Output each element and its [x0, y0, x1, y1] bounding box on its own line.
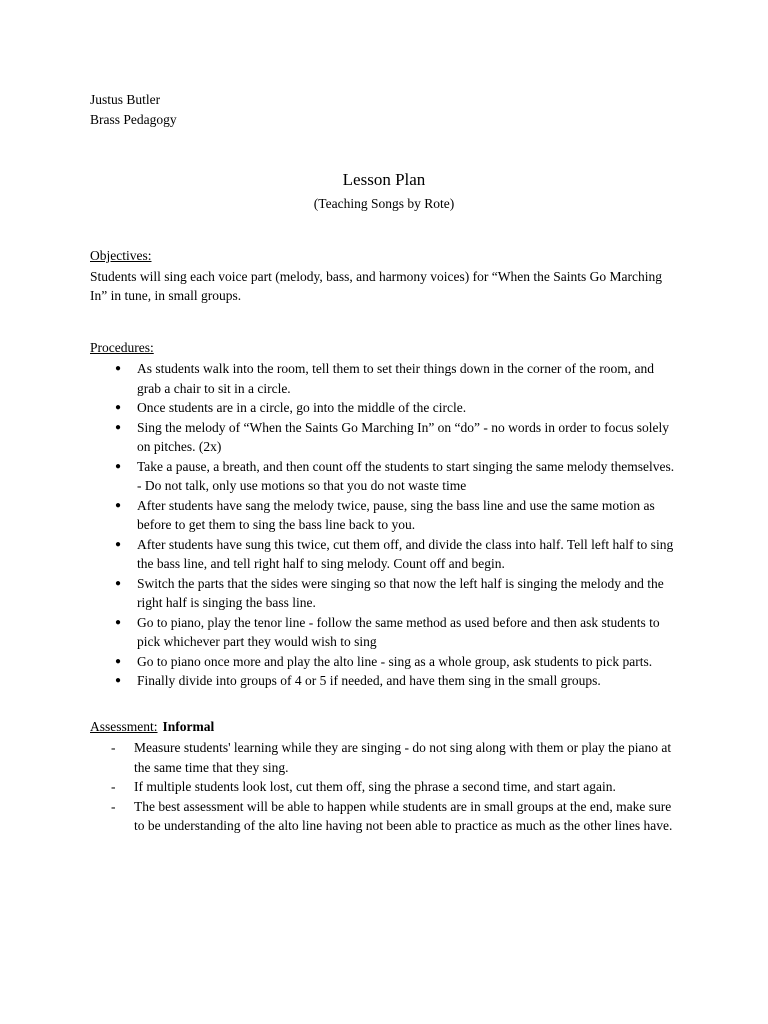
- procedure-text: Sing the melody of “When the Saints Go Marching In” on “do” - no words in order to focus solely on pitches. (2x): [137, 419, 670, 454]
- procedure-text: Finally divide into groups of 4 or 5 if needed, and have them sing in the small groups.: [137, 673, 601, 688]
- assessment-list: [90, 738, 678, 836]
- procedure-text: After students have sang the melody twice, pause, sing the bass line and use the same motion as before to get them to sing the bass line back to you.: [137, 497, 655, 532]
- bullet-icon: ●: [115, 421, 122, 433]
- assessment-item: [90, 797, 678, 836]
- document-subtitle: (Teaching Songs by Rote): [313, 196, 455, 211]
- procedure-item: [90, 359, 678, 398]
- objectives-body: Students will sing each voice part (melody, bass, and harmony voices) for “When the Saints Go Marching In” in tune, in small groups.: [90, 268, 662, 303]
- bullet-icon: ●: [115, 675, 122, 686]
- procedure-text: Go to piano, play the tenor line - follow the same method as used before and then ask students to pick whichever part they would wish to sing: [137, 614, 660, 649]
- procedure-text: Once students are in a circle, go into the middle of the circle.: [137, 400, 467, 415]
- procedure-item: [90, 496, 678, 535]
- procedure-item: [90, 457, 678, 496]
- dash-icon: -: [111, 779, 116, 794]
- procedure-item: [90, 535, 678, 574]
- procedures-heading: Procedures:: [90, 339, 154, 355]
- procedures-list: [90, 359, 678, 691]
- bullet-icon: ●: [115, 616, 122, 628]
- procedure-item: [90, 574, 678, 613]
- assessment-text: Measure students' learning while they are singing - do not sing along with them or play the piano at the same time that they sing.: [134, 740, 672, 775]
- bullet-icon: ●: [115, 460, 122, 472]
- procedure-item: [90, 398, 678, 418]
- assessment-heading: Assessment:: [90, 718, 158, 734]
- assessment-text: The best assessment will be able to happen while students are in small groups at the end, make sure to be understanding of the alto line having not been able to practice as much as the other lines have.: [134, 798, 673, 833]
- procedure-text: Go to piano once more and play the alto line - sing as a whole group, ask students to pick parts.: [137, 653, 653, 669]
- procedure-text: After students have sung this twice, cut them off, and divide the class into half. Tell left half to sing the bass line, and tell right half to sing melody. Count off and begin.: [137, 536, 674, 571]
- document-title: Lesson Plan: [342, 170, 426, 189]
- procedure-item: [90, 671, 678, 691]
- dash-icon: -: [111, 798, 116, 814]
- course-name: Brass Pedagogy: [90, 111, 177, 127]
- bullet-icon: ●: [115, 402, 122, 413]
- procedure-text: As students walk into the room, tell them to set their things down in the corner of the room, and grab a chair to sit in a circle.: [137, 361, 655, 396]
- procedure-text: Switch the parts that the sides were singing so that now the left half is singing the melody and the right half is singing the bass line.: [137, 575, 664, 610]
- objectives-section: [90, 246, 678, 306]
- document-header: [90, 90, 678, 129]
- procedure-item: [90, 418, 678, 457]
- bullet-icon: ●: [115, 655, 122, 667]
- assessment-text: If multiple students look lost, cut them off, sing the phrase a second time, and start again.: [134, 779, 616, 794]
- bullet-icon: ●: [115, 363, 122, 374]
- assessment-section: [90, 717, 678, 836]
- bullet-icon: ●: [115, 577, 122, 589]
- title-block: [90, 169, 678, 214]
- assessment-type-label: Informal: [162, 718, 215, 734]
- procedures-section: [90, 338, 678, 691]
- procedure-item: [90, 652, 678, 672]
- assessment-item: [90, 777, 678, 797]
- bullet-icon: ●: [115, 499, 122, 511]
- bullet-icon: ●: [115, 538, 122, 550]
- dash-icon: -: [111, 740, 116, 755]
- author-name: Justus Butler: [90, 92, 161, 107]
- assessment-item: [90, 738, 678, 777]
- objectives-heading: Objectives:: [90, 248, 152, 263]
- procedure-text: Take a pause, a breath, and then count off the students to start singing the same melody themselves. - Do not talk, only use motions so that you do not waste time: [137, 458, 675, 493]
- procedure-item: [90, 613, 678, 652]
